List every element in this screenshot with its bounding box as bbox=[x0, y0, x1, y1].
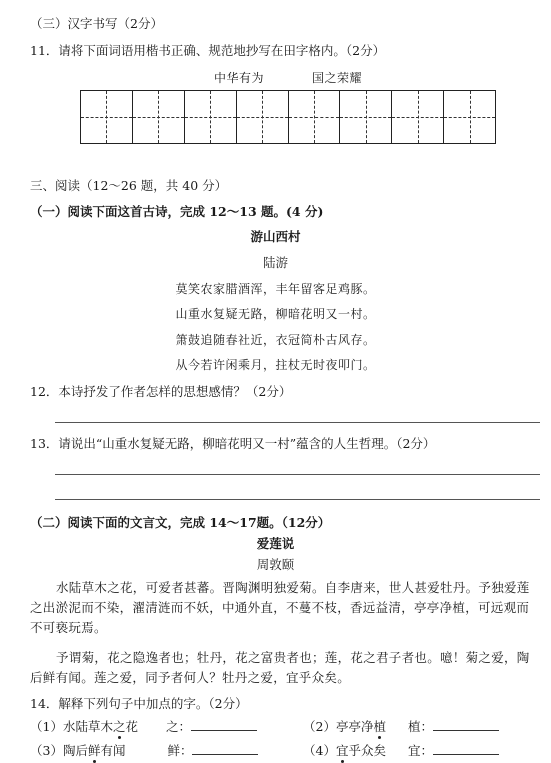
item-number: （1） bbox=[30, 719, 63, 734]
tianzige-cell[interactable] bbox=[185, 91, 237, 143]
dotted-char: 之 bbox=[112, 719, 126, 734]
answer-blank[interactable] bbox=[433, 718, 499, 731]
question-13: 13．请说出“山重水复疑无路，柳暗花明又一村”蕴含的人生哲理。（2分） bbox=[30, 436, 436, 451]
tianzige-cell[interactable] bbox=[392, 91, 444, 143]
essay-paragraph-1: 水陆草木之花，可爱者甚蕃。晋陶渊明独爱菊。自李唐来，世人甚爱牡丹。予独爱莲之出淤泥而不染，濯清涟而不妖，中通外直，不蔓不枝，香远益清，亭亭净植，可远观而不可亵玩焉。 bbox=[30, 580, 530, 635]
answer-line[interactable] bbox=[55, 474, 540, 475]
tianzige-cell[interactable] bbox=[81, 91, 133, 143]
reading-section-title: 三、阅读（12～26 题，共 40 分） bbox=[30, 178, 228, 193]
answer-blank[interactable] bbox=[192, 742, 258, 755]
item-key-char: 鲜： bbox=[167, 743, 193, 758]
q14-item-1 bbox=[30, 718, 257, 735]
essay-title: 爱莲说 bbox=[256, 536, 295, 551]
item-text: 乎众矣 bbox=[348, 743, 386, 758]
q14-item-3 bbox=[30, 742, 258, 759]
q14-item-2 bbox=[303, 718, 499, 735]
poem-line: 莫笑农家腊酒浑，丰年留客足鸡豚。 bbox=[175, 282, 376, 296]
item-key-char: 植： bbox=[407, 719, 433, 734]
essay-author: 周敦颐 bbox=[256, 557, 295, 572]
essay-paragraph-2: 予谓菊，花之隐逸者也；牡丹，花之富贵者也；莲，花之君子者也。噫！菊之爱，陶后鲜有闻。莲之爱，同予者何人？牡丹之爱，宜乎众矣。 bbox=[30, 650, 530, 685]
item-text: 水陆草木 bbox=[62, 719, 113, 734]
item-number: （4） bbox=[303, 743, 336, 758]
item-text: 花 bbox=[125, 719, 138, 734]
tianzige-cell[interactable] bbox=[289, 91, 341, 143]
poem-author: 陆游 bbox=[262, 255, 288, 270]
item-text: 陶后 bbox=[62, 743, 88, 758]
tianzige-cell[interactable] bbox=[237, 91, 289, 143]
question-12: 12．本诗抒发了作者怎样的思想感情？（2分） bbox=[30, 384, 292, 399]
item-text: 亭亭净 bbox=[335, 719, 374, 734]
poem-title: 游山西村 bbox=[250, 229, 301, 244]
item-key-char: 宜： bbox=[407, 743, 433, 758]
answer-line[interactable] bbox=[55, 499, 540, 500]
copy-word-1: 中华有为 bbox=[214, 71, 265, 85]
answer-blank[interactable] bbox=[433, 742, 499, 755]
q14-item-4 bbox=[303, 742, 499, 759]
item-text: 有闻 bbox=[100, 743, 126, 758]
item-key-char: 之： bbox=[165, 719, 191, 734]
part1-title: （一）阅读下面这首古诗，完成 12～13 题。(4 分) bbox=[30, 204, 324, 219]
dotted-char: 宜 bbox=[335, 743, 349, 758]
poem-line: 从今若许闲乘月，拄杖无时夜叩门。 bbox=[175, 358, 376, 372]
answer-blank[interactable] bbox=[191, 718, 257, 731]
dotted-char: 鲜 bbox=[87, 743, 101, 758]
part2-title: （二）阅读下面的文言文，完成 14～17题。（12分） bbox=[30, 515, 331, 530]
tianzige-cell[interactable] bbox=[444, 91, 495, 143]
answer-line[interactable] bbox=[55, 422, 540, 423]
tianzige-cell[interactable] bbox=[340, 91, 392, 143]
tianzige-cell[interactable] bbox=[133, 91, 185, 143]
copy-word-2: 国之荣耀 bbox=[312, 71, 363, 85]
dotted-char: 植 bbox=[373, 719, 386, 734]
poem-line: 山重水复疑无路，柳暗花明又一村。 bbox=[175, 307, 376, 321]
item-number: （3） bbox=[30, 743, 63, 758]
item-number: （2） bbox=[303, 719, 336, 734]
section-title-hanzi: （三）汉字书写（2分） bbox=[30, 16, 163, 31]
question-14: 14．解释下列句子中加点的字。（2分） bbox=[30, 696, 248, 711]
poem-line: 箫鼓追随春社近，衣冠简朴古风存。 bbox=[175, 333, 376, 347]
tianzige-grid[interactable] bbox=[80, 90, 496, 144]
question-11: 11．请将下面词语用楷书正确、规范地抄写在田字格内。（2分） bbox=[30, 43, 386, 58]
